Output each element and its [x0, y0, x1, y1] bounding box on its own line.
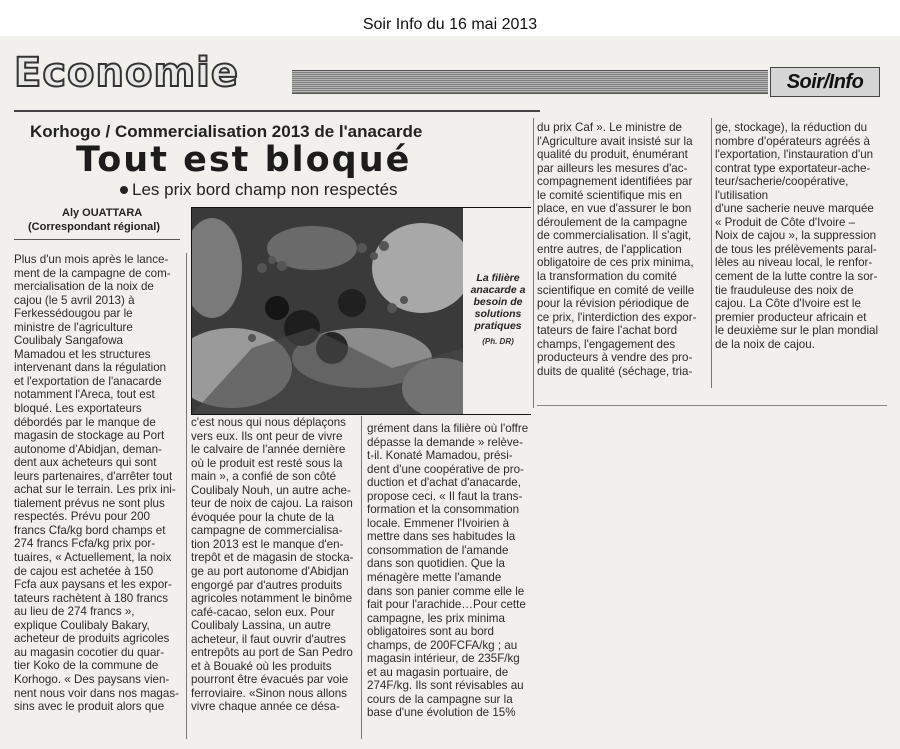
article-kicker: Korhogo / Commercialisation 2013 de l'anacarde	[30, 122, 423, 141]
article-column-4: du prix Caf ». Le ministre de l'Agriculture avait insisté sur la qualité du produit, énumérant par ailleurs les mesures d'ac- compagnement identifiées par le comité scientifique mis en place, en vue d'assurer le bon déroulement de la campagne de commercialisation. Il s'agit, entre autres, de l'application obligatoire de ces prix minima, la transformation du comité scientifique en comité de veille pour la révision périodique de ce prix, l'interdiction des expor- tateurs de faire l'achat bord champs, l'engagement des producteurs à vendre des pro- duits de qualité (séchage, tria-	[537, 121, 697, 378]
subheadline-text: Les prix bord champ non respectés	[132, 180, 398, 199]
article-column-2: c'est nous qui nous déplaçons vers eux. Ils ont peur de vivre le calvaire de l'année dernière où le produit est resté sous la main », a confié de son côté Coulibaly Nouh, un autre ache- teur de noix de cajou. La raison évoquée pour la chute de la campagne de commercialisa- tion 2013 est le manque d'en- trepôt et de magasin de stocka- ge au port autonome d'Abidjan engorgé par d'autres produits agricoles notamment le binôme café-cacao, selon eux. Pour Coulibaly Lassina, un autre acheteur, il faut ouvrir d'autres entrepôts au port de San Pedro et à Bouaké où les produits pourront être évacués par voie ferroviaire. «Sinon nous allons vivre chaque année ce désa-	[191, 416, 354, 714]
newspaper-logo: Soir/Info	[770, 67, 880, 97]
rubric-bar	[292, 70, 768, 94]
article-photo	[191, 207, 465, 415]
byline-rule	[14, 239, 180, 240]
cashew-plant-image	[192, 208, 464, 414]
article-column-1: Plus d'un mois après le lance- ment de la campagne de com- mercialisation de la noix de cajou (le 5 avril 2013) à Ferkessédougou par le ministre de l'agriculture Coulibaly Sangafowa Mamadou et les structures intervenant dans la régulation et l'exportation de l'anacarde notamment l'Areca, tout est bloqué. Les exportateurs débordés par le manque de magasin de stockage au Port autonome d'Abidjan, deman- dent aux acheteurs qui sont leurs partenaires, d'arrêter tout achat sur le terrain. Les prix ini- tialement prévus ne sont plus respectés. Prévu pour 200 francs Cfa/kg bord champs et 274 francs Fcfa/kg prix por- tuaires, « Actuellement, la noix de cajou est achetée à 150 Fcfa aux paysans et les expor- tateurs rachètent à 180 francs au lieu de 274 francs », explique Coulibaly Bakary, acheteur de produits agricoles au magasin cocotier du quar- tier Koko de la commune de Korhogo. « Des paysans vien- nent nous voir dans nos magas- sins avec le produit alors que	[14, 253, 179, 714]
article-subheadline	[120, 180, 460, 200]
author-name: Aly OUATTARA	[62, 207, 143, 219]
photo-caption: La filière anacarde a besoin de solutions pratiques	[470, 272, 526, 332]
article-column-3: grément dans la filière où l'offre dépasse la demande » relève- t-il. Konaté Mamadou, prési- dent d'une coopérative de pro- duction et d'achat d'anacarde, propose ceci. « Il faut la trans- formation et la consommation locale. Emmener l'Ivoirien à mettre dans ses habitudes la consommation de l'amande dans son quotidien. Que la ménagère mette l'amande dans son panier comme elle le fait pour l'arachide…Pour cette campagne, les prix minima obligatoires sont au bord champs, de 200FCFA/kg ; au magasin intérieur, de 235F/kg et au magasin portuaire, de 274F/kg. Ils sont révisables au cours de la campagne sur la base d'une évolution de 15%	[367, 422, 529, 720]
column-rule	[711, 118, 712, 388]
section-rubric: Economie	[14, 50, 239, 96]
column-rule	[361, 416, 362, 739]
header-rule	[14, 110, 540, 112]
article-column-5: ge, stockage), la réduction du nombre d'opérateurs agréés à l'exportation, l'instauration d'un contrat type exportateur-ache- teur/sacherie/coopérative, l'utilisation d'une sacherie neuve marquée « Produit de Côte d'Ivoire – Noix de cajou », la suppression de tous les prélèvements paral- lèles au niveau local, le renfor- cement de la lutte contre la sor- tie frauduleuse des noix de cajou. La Côte d'Ivoire est le premier producteur africain et le deuxième sur le plan mondial de la noix de cajou.	[715, 121, 879, 351]
article-headline: Tout est bloqué	[76, 140, 412, 180]
column-end-rule	[537, 405, 887, 406]
column-rule	[533, 118, 534, 408]
source-line: Soir Info du 16 mai 2013	[362, 16, 538, 33]
author-role: (Correspondant régional)	[28, 221, 161, 233]
photo-credit: (Ph. DR)	[482, 337, 514, 346]
bullet-icon	[120, 186, 128, 194]
